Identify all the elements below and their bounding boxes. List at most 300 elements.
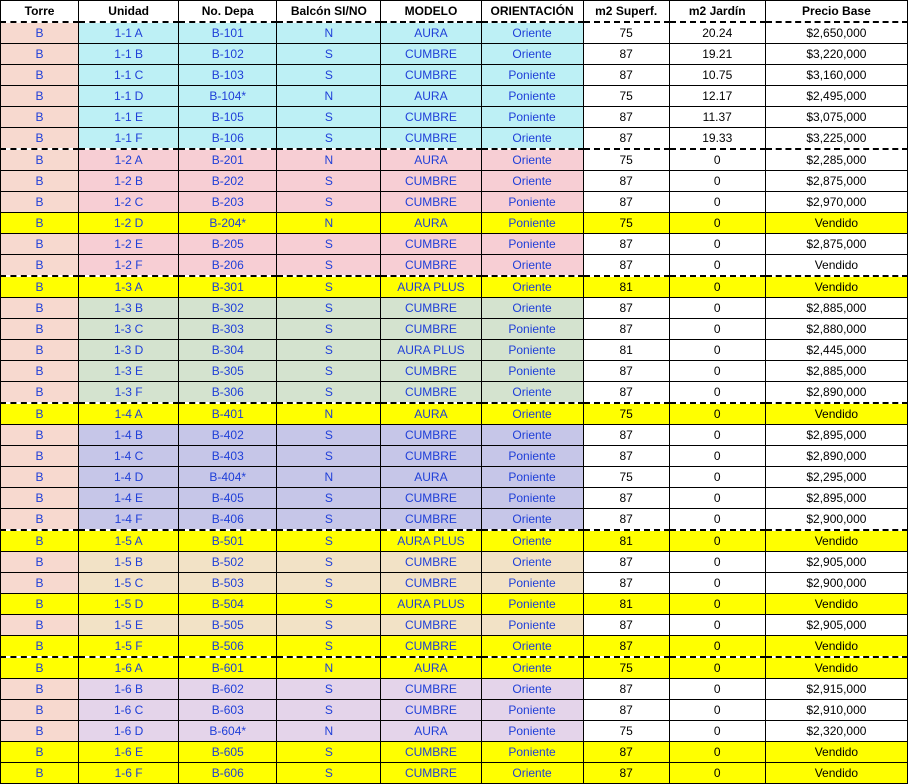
cell-m2-superf: 87 [583, 488, 669, 509]
cell-precio-base: Vendido [765, 276, 907, 298]
cell-precio-base: $2,890,000 [765, 446, 907, 467]
cell-balcon: N [277, 86, 381, 107]
table-body [1, 22, 908, 784]
cell-m2-jardin: 0 [669, 446, 765, 467]
cell-unidad: 1-6 C [79, 700, 179, 721]
cell-orientacion: Oriente [481, 530, 583, 552]
cell-torre: B [1, 467, 79, 488]
cell-m2-jardin: 0 [669, 657, 765, 679]
cell-precio-base: $2,910,000 [765, 700, 907, 721]
table-row[interactable] [1, 552, 908, 573]
cell-torre: B [1, 128, 79, 150]
cell-no-depa: B-106 [179, 128, 277, 150]
cell-m2-jardin: 0 [669, 234, 765, 255]
cell-precio-base: Vendido [765, 213, 907, 234]
cell-balcon: N [277, 213, 381, 234]
cell-m2-jardin: 0 [669, 488, 765, 509]
cell-m2-jardin: 0 [669, 509, 765, 531]
cell-orientacion: Poniente [481, 573, 583, 594]
column-header-balcon: Balcón SI/NO [277, 1, 381, 23]
cell-m2-jardin: 20.24 [669, 22, 765, 44]
cell-torre: B [1, 361, 79, 382]
header-row [1, 1, 908, 23]
cell-balcon: S [277, 255, 381, 277]
cell-precio-base: $2,915,000 [765, 679, 907, 700]
cell-precio-base: Vendido [765, 594, 907, 615]
cell-torre: B [1, 340, 79, 361]
cell-orientacion: Poniente [481, 446, 583, 467]
cell-precio-base: Vendido [765, 403, 907, 425]
cell-m2-superf: 75 [583, 657, 669, 679]
cell-precio-base: $3,220,000 [765, 44, 907, 65]
cell-balcon: S [277, 530, 381, 552]
cell-balcon: S [277, 446, 381, 467]
table-row[interactable] [1, 192, 908, 213]
cell-balcon: S [277, 171, 381, 192]
cell-precio-base: $2,650,000 [765, 22, 907, 44]
cell-no-depa: B-104* [179, 86, 277, 107]
cell-m2-superf: 87 [583, 255, 669, 277]
cell-m2-superf: 87 [583, 446, 669, 467]
cell-m2-superf: 75 [583, 213, 669, 234]
cell-orientacion: Oriente [481, 149, 583, 171]
cell-m2-jardin: 0 [669, 255, 765, 277]
table-row[interactable] [1, 107, 908, 128]
cell-precio-base: Vendido [765, 530, 907, 552]
column-header-torre: Torre [1, 1, 79, 23]
table-row[interactable] [1, 615, 908, 636]
cell-balcon: N [277, 149, 381, 171]
cell-m2-superf: 87 [583, 615, 669, 636]
cell-torre: B [1, 530, 79, 552]
cell-modelo: AURA PLUS [381, 530, 481, 552]
table-row[interactable] [1, 276, 908, 298]
cell-balcon: S [277, 65, 381, 86]
cell-orientacion: Oriente [481, 425, 583, 446]
table-row[interactable] [1, 255, 908, 277]
cell-orientacion: Oriente [481, 636, 583, 658]
table-row[interactable] [1, 213, 908, 234]
cell-torre: B [1, 382, 79, 404]
cell-balcon: S [277, 128, 381, 150]
cell-modelo: CUMBRE [381, 425, 481, 446]
cell-m2-superf: 87 [583, 192, 669, 213]
cell-balcon: S [277, 107, 381, 128]
cell-modelo: CUMBRE [381, 234, 481, 255]
cell-balcon: S [277, 636, 381, 658]
cell-no-depa: B-605 [179, 742, 277, 763]
cell-balcon: S [277, 700, 381, 721]
cell-unidad: 1-2 D [79, 213, 179, 234]
table-row[interactable] [1, 382, 908, 404]
cell-balcon: S [277, 679, 381, 700]
cell-modelo: CUMBRE [381, 763, 481, 784]
cell-m2-jardin: 12.17 [669, 86, 765, 107]
cell-m2-jardin: 0 [669, 361, 765, 382]
cell-m2-jardin: 0 [669, 615, 765, 636]
cell-modelo: AURA PLUS [381, 340, 481, 361]
cell-balcon: N [277, 721, 381, 742]
cell-unidad: 1-3 B [79, 298, 179, 319]
cell-no-depa: B-506 [179, 636, 277, 658]
column-header-m2-jardin: m2 Jardín [669, 1, 765, 23]
table-row[interactable] [1, 44, 908, 65]
cell-torre: B [1, 403, 79, 425]
cell-torre: B [1, 742, 79, 763]
cell-m2-superf: 87 [583, 128, 669, 150]
table-row[interactable] [1, 679, 908, 700]
cell-orientacion: Oriente [481, 276, 583, 298]
cell-unidad: 1-1 C [79, 65, 179, 86]
cell-m2-jardin: 0 [669, 425, 765, 446]
cell-m2-superf: 81 [583, 340, 669, 361]
cell-precio-base: Vendido [765, 763, 907, 784]
cell-modelo: AURA [381, 467, 481, 488]
cell-no-depa: B-403 [179, 446, 277, 467]
cell-precio-base: $2,285,000 [765, 149, 907, 171]
cell-no-depa: B-204* [179, 213, 277, 234]
cell-no-depa: B-604* [179, 721, 277, 742]
table-row[interactable] [1, 128, 908, 150]
table-row[interactable] [1, 340, 908, 361]
cell-m2-superf: 87 [583, 425, 669, 446]
cell-m2-jardin: 0 [669, 382, 765, 404]
cell-torre: B [1, 149, 79, 171]
cell-modelo: AURA [381, 657, 481, 679]
cell-m2-superf: 75 [583, 721, 669, 742]
cell-m2-superf: 75 [583, 86, 669, 107]
cell-m2-superf: 81 [583, 276, 669, 298]
cell-m2-jardin: 0 [669, 594, 765, 615]
column-header-precio-base: Precio Base [765, 1, 907, 23]
cell-orientacion: Poniente [481, 721, 583, 742]
cell-unidad: 1-2 F [79, 255, 179, 277]
table-row[interactable] [1, 149, 908, 171]
cell-unidad: 1-5 C [79, 573, 179, 594]
cell-no-depa: B-206 [179, 255, 277, 277]
cell-torre: B [1, 721, 79, 742]
cell-orientacion: Oriente [481, 552, 583, 573]
cell-m2-superf: 87 [583, 65, 669, 86]
cell-no-depa: B-404* [179, 467, 277, 488]
cell-torre: B [1, 22, 79, 44]
cell-orientacion: Poniente [481, 361, 583, 382]
table-row[interactable] [1, 234, 908, 255]
cell-no-depa: B-301 [179, 276, 277, 298]
cell-m2-superf: 87 [583, 509, 669, 531]
cell-no-depa: B-603 [179, 700, 277, 721]
cell-precio-base: $3,225,000 [765, 128, 907, 150]
cell-balcon: S [277, 382, 381, 404]
cell-torre: B [1, 657, 79, 679]
cell-no-depa: B-606 [179, 763, 277, 784]
cell-m2-superf: 87 [583, 298, 669, 319]
cell-modelo: AURA [381, 149, 481, 171]
cell-unidad: 1-2 A [79, 149, 179, 171]
cell-m2-superf: 87 [583, 763, 669, 784]
cell-modelo: CUMBRE [381, 319, 481, 340]
cell-torre: B [1, 192, 79, 213]
table-row[interactable] [1, 319, 908, 340]
cell-orientacion: Poniente [481, 192, 583, 213]
cell-no-depa: B-302 [179, 298, 277, 319]
cell-balcon: S [277, 594, 381, 615]
cell-no-depa: B-502 [179, 552, 277, 573]
cell-no-depa: B-201 [179, 149, 277, 171]
cell-torre: B [1, 700, 79, 721]
cell-unidad: 1-1 F [79, 128, 179, 150]
cell-m2-jardin: 0 [669, 721, 765, 742]
cell-unidad: 1-4 A [79, 403, 179, 425]
cell-torre: B [1, 44, 79, 65]
cell-precio-base: $2,885,000 [765, 361, 907, 382]
table-row[interactable] [1, 425, 908, 446]
cell-orientacion: Poniente [481, 700, 583, 721]
cell-precio-base: $2,900,000 [765, 573, 907, 594]
table-row[interactable] [1, 530, 908, 552]
table-row[interactable] [1, 742, 908, 763]
table-row[interactable] [1, 763, 908, 784]
cell-orientacion: Poniente [481, 742, 583, 763]
cell-m2-superf: 75 [583, 403, 669, 425]
cell-m2-superf: 87 [583, 573, 669, 594]
table-row[interactable] [1, 509, 908, 531]
cell-m2-superf: 81 [583, 594, 669, 615]
cell-balcon: S [277, 276, 381, 298]
cell-no-depa: B-602 [179, 679, 277, 700]
cell-modelo: AURA [381, 213, 481, 234]
table-row[interactable] [1, 488, 908, 509]
cell-unidad: 1-1 E [79, 107, 179, 128]
cell-m2-jardin: 0 [669, 679, 765, 700]
table-row[interactable] [1, 467, 908, 488]
cell-m2-jardin: 10.75 [669, 65, 765, 86]
cell-no-depa: B-105 [179, 107, 277, 128]
cell-unidad: 1-5 A [79, 530, 179, 552]
cell-modelo: CUMBRE [381, 361, 481, 382]
cell-orientacion: Oriente [481, 128, 583, 150]
cell-torre: B [1, 552, 79, 573]
cell-m2-superf: 87 [583, 679, 669, 700]
cell-unidad: 1-1 A [79, 22, 179, 44]
cell-m2-superf: 87 [583, 700, 669, 721]
cell-precio-base: $2,890,000 [765, 382, 907, 404]
cell-balcon: N [277, 22, 381, 44]
cell-m2-jardin: 19.33 [669, 128, 765, 150]
cell-balcon: S [277, 488, 381, 509]
cell-torre: B [1, 679, 79, 700]
cell-modelo: CUMBRE [381, 679, 481, 700]
cell-torre: B [1, 86, 79, 107]
cell-torre: B [1, 594, 79, 615]
cell-modelo: AURA [381, 721, 481, 742]
cell-torre: B [1, 488, 79, 509]
table-row[interactable] [1, 65, 908, 86]
table-row[interactable] [1, 446, 908, 467]
cell-precio-base: Vendido [765, 636, 907, 658]
cell-modelo: AURA [381, 22, 481, 44]
column-header-orientacion: ORIENTACIÓN [481, 1, 583, 23]
table-row[interactable] [1, 594, 908, 615]
cell-modelo: CUMBRE [381, 255, 481, 277]
cell-orientacion: Oriente [481, 763, 583, 784]
cell-m2-superf: 87 [583, 552, 669, 573]
cell-unidad: 1-2 C [79, 192, 179, 213]
cell-balcon: S [277, 742, 381, 763]
cell-no-depa: B-305 [179, 361, 277, 382]
cell-torre: B [1, 425, 79, 446]
cell-precio-base: Vendido [765, 657, 907, 679]
cell-precio-base: $2,295,000 [765, 467, 907, 488]
cell-no-depa: B-505 [179, 615, 277, 636]
cell-no-depa: B-304 [179, 340, 277, 361]
table-row[interactable] [1, 22, 908, 44]
cell-no-depa: B-103 [179, 65, 277, 86]
cell-orientacion: Oriente [481, 171, 583, 192]
cell-precio-base: $2,905,000 [765, 615, 907, 636]
column-header-unidad: Unidad [79, 1, 179, 23]
cell-m2-superf: 87 [583, 636, 669, 658]
cell-orientacion: Poniente [481, 107, 583, 128]
cell-no-depa: B-503 [179, 573, 277, 594]
table-row[interactable] [1, 573, 908, 594]
table-row[interactable] [1, 657, 908, 679]
cell-unidad: 1-3 E [79, 361, 179, 382]
cell-precio-base: $2,885,000 [765, 298, 907, 319]
cell-m2-superf: 75 [583, 467, 669, 488]
cell-unidad: 1-5 B [79, 552, 179, 573]
cell-balcon: S [277, 319, 381, 340]
cell-precio-base: $2,495,000 [765, 86, 907, 107]
cell-precio-base: $2,445,000 [765, 340, 907, 361]
cell-torre: B [1, 509, 79, 531]
cell-modelo: CUMBRE [381, 192, 481, 213]
table-row[interactable] [1, 171, 908, 192]
cell-torre: B [1, 615, 79, 636]
cell-modelo: AURA [381, 86, 481, 107]
cell-precio-base: $2,875,000 [765, 171, 907, 192]
cell-m2-jardin: 0 [669, 763, 765, 784]
cell-orientacion: Oriente [481, 44, 583, 65]
cell-m2-jardin: 0 [669, 530, 765, 552]
cell-balcon: S [277, 509, 381, 531]
cell-unidad: 1-4 B [79, 425, 179, 446]
cell-torre: B [1, 319, 79, 340]
cell-orientacion: Oriente [481, 657, 583, 679]
cell-m2-superf: 87 [583, 171, 669, 192]
table-row[interactable] [1, 86, 908, 107]
cell-m2-jardin: 0 [669, 467, 765, 488]
cell-orientacion: Poniente [481, 594, 583, 615]
cell-orientacion: Poniente [481, 213, 583, 234]
cell-balcon: S [277, 425, 381, 446]
cell-m2-jardin: 0 [669, 700, 765, 721]
cell-unidad: 1-4 F [79, 509, 179, 531]
cell-orientacion: Oriente [481, 255, 583, 277]
cell-torre: B [1, 298, 79, 319]
cell-m2-jardin: 0 [669, 213, 765, 234]
table-row[interactable] [1, 403, 908, 425]
cell-balcon: S [277, 361, 381, 382]
cell-unidad: 1-5 F [79, 636, 179, 658]
cell-m2-superf: 87 [583, 107, 669, 128]
cell-m2-jardin: 0 [669, 340, 765, 361]
cell-torre: B [1, 234, 79, 255]
cell-m2-superf: 87 [583, 234, 669, 255]
cell-modelo: CUMBRE [381, 488, 481, 509]
cell-unidad: 1-6 E [79, 742, 179, 763]
cell-modelo: CUMBRE [381, 171, 481, 192]
cell-torre: B [1, 573, 79, 594]
cell-m2-jardin: 19.21 [669, 44, 765, 65]
cell-precio-base: $2,895,000 [765, 488, 907, 509]
cell-torre: B [1, 636, 79, 658]
cell-m2-jardin: 0 [669, 742, 765, 763]
cell-unidad: 1-5 D [79, 594, 179, 615]
cell-m2-superf: 87 [583, 382, 669, 404]
table-row[interactable] [1, 721, 908, 742]
table-row[interactable] [1, 636, 908, 658]
cell-precio-base: $3,160,000 [765, 65, 907, 86]
cell-unidad: 1-2 B [79, 171, 179, 192]
cell-unidad: 1-6 D [79, 721, 179, 742]
cell-orientacion: Poniente [481, 488, 583, 509]
cell-torre: B [1, 763, 79, 784]
cell-precio-base: $2,895,000 [765, 425, 907, 446]
table-row[interactable] [1, 361, 908, 382]
cell-orientacion: Oriente [481, 298, 583, 319]
cell-balcon: N [277, 467, 381, 488]
cell-balcon: S [277, 340, 381, 361]
cell-no-depa: B-101 [179, 22, 277, 44]
cell-torre: B [1, 107, 79, 128]
cell-balcon: S [277, 298, 381, 319]
cell-modelo: CUMBRE [381, 615, 481, 636]
cell-torre: B [1, 446, 79, 467]
column-header-no-depa: No. Depa [179, 1, 277, 23]
cell-unidad: 1-3 D [79, 340, 179, 361]
cell-balcon: S [277, 615, 381, 636]
cell-no-depa: B-102 [179, 44, 277, 65]
cell-m2-superf: 87 [583, 742, 669, 763]
table-row[interactable] [1, 700, 908, 721]
cell-torre: B [1, 65, 79, 86]
cell-m2-superf: 81 [583, 530, 669, 552]
cell-balcon: S [277, 234, 381, 255]
cell-precio-base: $2,320,000 [765, 721, 907, 742]
cell-modelo: CUMBRE [381, 44, 481, 65]
cell-precio-base: $3,075,000 [765, 107, 907, 128]
cell-no-depa: B-402 [179, 425, 277, 446]
cell-precio-base: $2,900,000 [765, 509, 907, 531]
cell-modelo: CUMBRE [381, 446, 481, 467]
cell-unidad: 1-4 D [79, 467, 179, 488]
cell-orientacion: Oriente [481, 403, 583, 425]
cell-modelo: AURA PLUS [381, 276, 481, 298]
cell-balcon: S [277, 763, 381, 784]
cell-modelo: CUMBRE [381, 65, 481, 86]
cell-orientacion: Poniente [481, 615, 583, 636]
table-row[interactable] [1, 298, 908, 319]
cell-torre: B [1, 213, 79, 234]
cell-m2-jardin: 0 [669, 552, 765, 573]
cell-no-depa: B-601 [179, 657, 277, 679]
cell-modelo: CUMBRE [381, 128, 481, 150]
cell-orientacion: Poniente [481, 65, 583, 86]
cell-balcon: S [277, 573, 381, 594]
cell-m2-superf: 75 [583, 22, 669, 44]
column-header-modelo: MODELO [381, 1, 481, 23]
